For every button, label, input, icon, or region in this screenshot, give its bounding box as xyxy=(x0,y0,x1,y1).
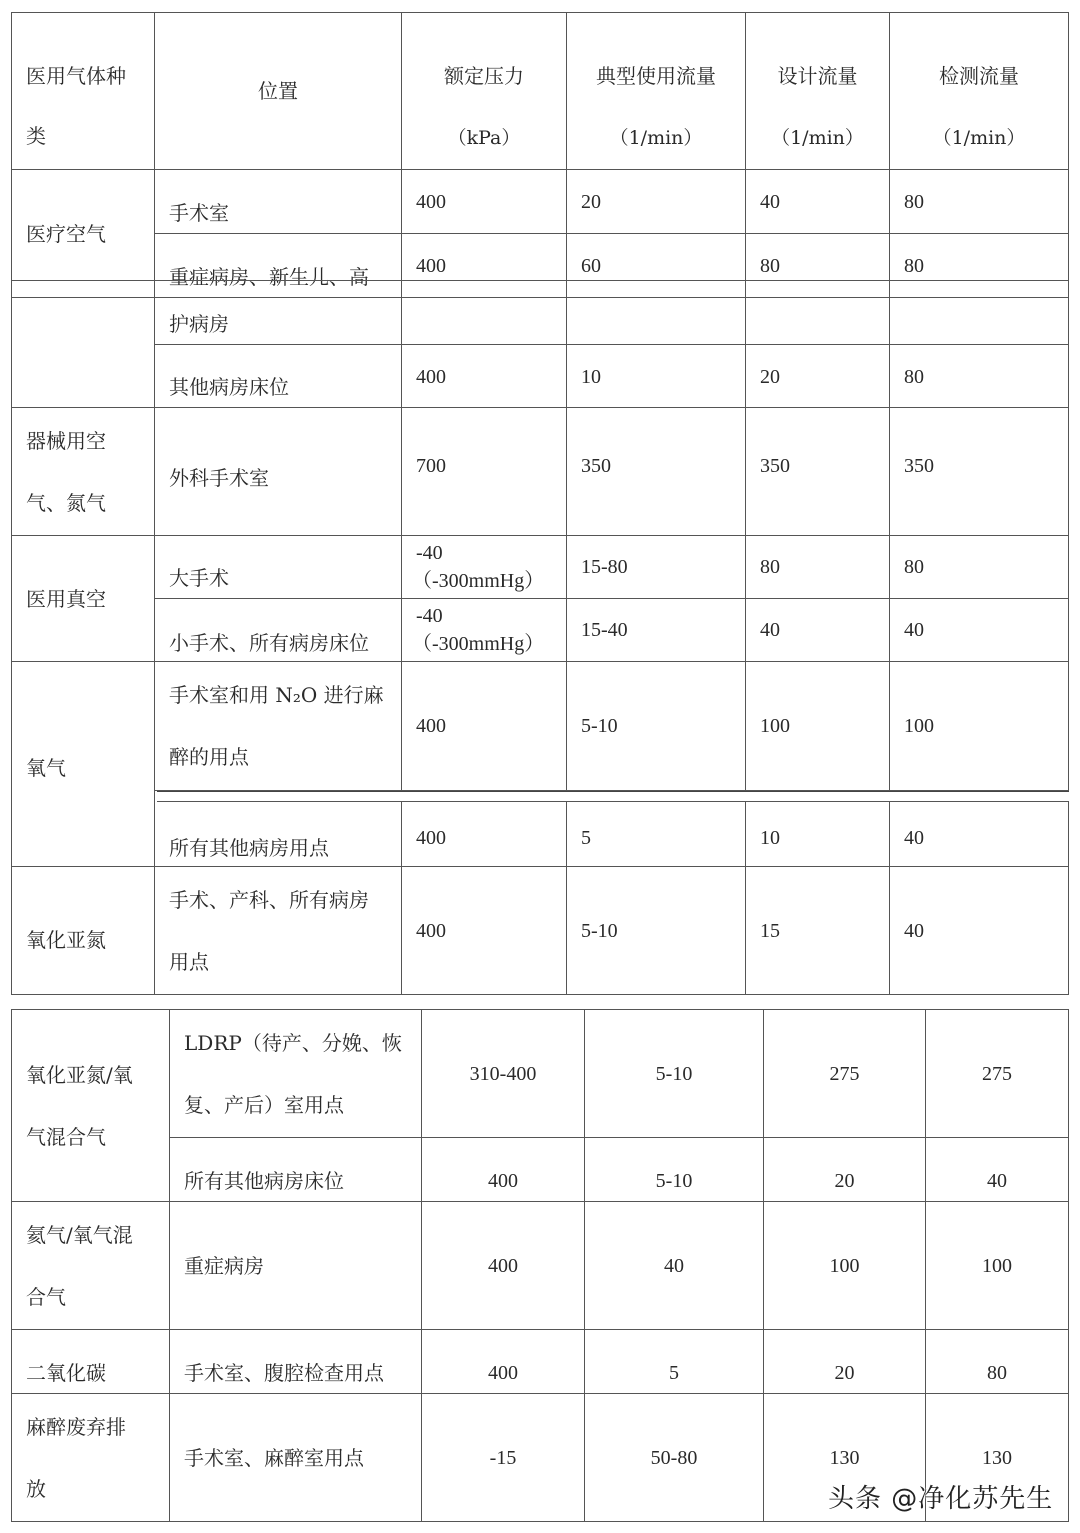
test-flow-cell xyxy=(890,662,1069,791)
design-flow-cell xyxy=(746,408,890,536)
location-label: 重症病房 xyxy=(184,1253,264,1278)
page-break-gap-left xyxy=(0,792,10,802)
typical-flow-cell xyxy=(567,170,746,234)
test-flow-value: 130 xyxy=(982,1446,1012,1469)
test-flow-cell xyxy=(926,1330,1069,1394)
design-flow-value: 40 xyxy=(760,191,780,213)
design-flow-value: 100 xyxy=(829,1254,860,1277)
gas-nitrous-oxide xyxy=(12,867,155,995)
gas-label-line1: 麻醉废弃排 xyxy=(26,1414,126,1439)
test-flow-value: 100 xyxy=(904,715,934,737)
typical-flow-value: 350 xyxy=(581,454,611,477)
location-label: 大手术 xyxy=(169,566,229,590)
header-test-flow xyxy=(890,13,1069,170)
table-row xyxy=(12,281,1069,345)
test-flow-value: 40 xyxy=(904,919,924,942)
pressure-value: 400 xyxy=(416,919,446,942)
location-cell xyxy=(155,536,402,599)
test-flow-value: 100 xyxy=(982,1254,1012,1277)
test-flow-cell xyxy=(926,1010,1069,1138)
pressure-cell xyxy=(402,345,567,408)
gas-instrument-air xyxy=(12,408,155,536)
gas-label-line2: 气混合气 xyxy=(26,1124,106,1149)
header-rated-pressure xyxy=(402,13,567,170)
location-label: 小手术、所有病房床位 xyxy=(169,631,369,655)
design-flow-cell xyxy=(764,1138,926,1202)
design-flow-cell xyxy=(746,662,890,791)
test-flow-value: 80 xyxy=(987,1362,1007,1384)
pressure-cell xyxy=(402,867,567,995)
gas-label: 医用真空 xyxy=(26,586,106,611)
pressure-cell xyxy=(402,170,567,234)
header-design-flow-unit: （1/min） xyxy=(771,127,864,149)
design-flow-cell xyxy=(746,345,890,408)
location-label: 护病房 xyxy=(169,312,229,336)
typical-flow-value: 5 xyxy=(669,1362,679,1384)
design-flow-value: 15 xyxy=(760,919,780,942)
pressure-value: 700 xyxy=(416,454,446,477)
location-cell xyxy=(155,170,402,234)
location-cell xyxy=(155,662,402,791)
gas-label-line1: 氧化亚氮/氧 xyxy=(26,1062,133,1087)
location-cell xyxy=(170,1330,422,1394)
test-flow-cell xyxy=(890,408,1069,536)
table-row xyxy=(12,662,1069,791)
test-flow-value: 350 xyxy=(904,454,934,477)
test-flow-value: 80 xyxy=(904,556,924,578)
gas-oxygen xyxy=(12,662,155,867)
typical-flow-cell xyxy=(585,1330,764,1394)
gas-label-line1: 氦气/氧气混 xyxy=(26,1222,133,1247)
design-flow-value: 20 xyxy=(834,1362,855,1384)
pressure-value: 400 xyxy=(416,827,446,849)
design-flow-value: 10 xyxy=(760,827,780,849)
typical-flow-value: 5 xyxy=(581,827,591,849)
typical-flow-cell xyxy=(567,599,746,662)
typical-flow-cell xyxy=(585,1010,764,1138)
pressure-value: 400 xyxy=(488,1362,518,1384)
location-label-line1: 手术室和用 N₂O 进行麻 xyxy=(169,683,384,707)
typical-flow-value: 20 xyxy=(581,191,601,213)
gas-label: 氧气 xyxy=(26,756,66,780)
typical-flow-cell xyxy=(585,1202,764,1330)
gas-medical-air xyxy=(12,170,155,298)
typical-flow-cell xyxy=(567,345,746,408)
typical-flow-cell xyxy=(585,1138,764,1202)
typical-flow-value: 5-10 xyxy=(581,919,618,942)
pressure-cell xyxy=(402,536,567,599)
location-label: 其他病房床位 xyxy=(169,375,289,399)
design-flow-value: 100 xyxy=(760,715,790,737)
header-typical-flow xyxy=(567,13,746,170)
gas-table-part3 xyxy=(11,1009,1069,1522)
gas-table-part1 xyxy=(11,12,1069,298)
pressure-value: 400 xyxy=(488,1254,518,1277)
design-flow-value: 350 xyxy=(760,454,790,477)
test-flow-cell xyxy=(890,345,1069,408)
design-flow-value: 20 xyxy=(760,366,780,388)
location-label: 所有其他病房用点 xyxy=(169,836,329,860)
typical-flow-value: 60 xyxy=(581,255,601,277)
location-cell xyxy=(155,281,402,345)
pressure-mmhg: （-300mmHg） xyxy=(412,633,545,655)
location-cell xyxy=(170,1010,422,1138)
gas-n2o-o2-mix xyxy=(12,1010,170,1202)
test-flow-cell xyxy=(890,599,1069,662)
gas-label: 医疗空气 xyxy=(26,221,106,246)
design-flow-cell xyxy=(746,170,890,234)
typical-flow-value: 50-80 xyxy=(650,1446,698,1469)
typical-flow-cell xyxy=(567,662,746,791)
location-label: 手术室、麻醉室用点 xyxy=(184,1445,364,1470)
gas-anesthetic-waste xyxy=(12,1394,170,1522)
table-row xyxy=(12,1010,1069,1138)
gas-label-line2: 放 xyxy=(26,1476,46,1501)
design-flow-value: 130 xyxy=(829,1446,860,1469)
typical-flow-cell xyxy=(567,408,746,536)
test-flow-cell xyxy=(890,281,1069,345)
test-flow-cell xyxy=(926,1138,1069,1202)
header-location xyxy=(155,13,402,170)
typical-flow-cell xyxy=(567,281,746,345)
table-row xyxy=(12,345,1069,408)
design-flow-cell xyxy=(746,281,890,345)
header-typical-flow-unit: （1/min） xyxy=(609,127,703,149)
gas-label: 氧化亚氮 xyxy=(26,927,106,952)
design-flow-value: 20 xyxy=(834,1170,855,1192)
table-row xyxy=(12,170,1069,234)
table-row xyxy=(12,536,1069,599)
design-flow-value: 80 xyxy=(760,255,780,277)
typical-flow-value: 15-40 xyxy=(581,619,628,641)
header-design-flow-label: 设计流量 xyxy=(777,64,858,88)
header-gas-type-line1: 医用气体种 xyxy=(26,64,126,88)
pressure-value: -15 xyxy=(489,1446,517,1469)
header-rated-pressure-unit: （kPa） xyxy=(447,127,521,149)
location-cell xyxy=(155,408,402,536)
watermark: 头条 @净化苏先生 xyxy=(828,1484,1054,1514)
gas-table-part2 xyxy=(11,280,1069,995)
pressure-value: -40 xyxy=(416,542,443,564)
test-flow-value: 40 xyxy=(904,619,924,641)
design-flow-cell xyxy=(764,1202,926,1330)
pressure-value: 400 xyxy=(416,366,446,388)
design-flow-cell xyxy=(746,536,890,599)
design-flow-value: 275 xyxy=(829,1062,860,1085)
pressure-cell xyxy=(402,662,567,791)
pressure-cell xyxy=(402,408,567,536)
header-typical-flow-label: 典型使用流量 xyxy=(596,64,716,88)
design-flow-cell xyxy=(746,867,890,995)
pressure-value: 400 xyxy=(416,255,446,277)
header-test-flow-label: 检测流量 xyxy=(939,64,1019,88)
design-flow-cell xyxy=(764,1010,926,1138)
location-label: 外科手术室 xyxy=(169,465,269,490)
test-flow-cell xyxy=(890,536,1069,599)
gas-label-line2: 合气 xyxy=(26,1284,66,1309)
table-row xyxy=(12,867,1069,995)
header-gas-type-line2: 类 xyxy=(26,124,46,148)
location-cell xyxy=(155,599,402,662)
header-rated-pressure-label: 额定压力 xyxy=(444,64,524,88)
test-flow-cell xyxy=(890,867,1069,995)
location-cell xyxy=(155,867,402,995)
table-row xyxy=(12,1138,1069,1202)
header-row xyxy=(12,13,1069,170)
typical-flow-cell xyxy=(567,536,746,599)
pressure-cell xyxy=(422,1202,585,1330)
table-row xyxy=(12,408,1069,536)
design-flow-value: 80 xyxy=(760,556,780,578)
typical-flow-value: 5-10 xyxy=(581,715,618,737)
location-label: 重症病房、新生儿、高 xyxy=(169,265,369,289)
location-label-line2: 复、产后）室用点 xyxy=(184,1092,344,1117)
pressure-value: -40 xyxy=(416,605,443,627)
pressure-value: 400 xyxy=(416,715,446,737)
pressure-mmhg: （-300mmHg） xyxy=(412,570,545,592)
gas-medical-vacuum xyxy=(12,536,155,662)
typical-flow-value: 10 xyxy=(581,366,601,388)
pressure-cell xyxy=(422,1138,585,1202)
gas-label-line1: 器械用空 xyxy=(26,428,106,453)
location-label: 手术室、腹腔检查用点 xyxy=(184,1361,384,1385)
test-flow-value: 40 xyxy=(987,1170,1007,1192)
page-break-gap xyxy=(157,791,1069,802)
table-row xyxy=(12,1330,1069,1394)
location-label-line1: LDRP（待产、分娩、恢 xyxy=(184,1030,402,1055)
pressure-value: 400 xyxy=(488,1170,518,1192)
pressure-cell xyxy=(422,1394,585,1522)
pressure-cell xyxy=(402,599,567,662)
typical-flow-value: 40 xyxy=(664,1254,684,1277)
location-label-line2: 醉的用点 xyxy=(169,745,249,769)
typical-flow-value: 5-10 xyxy=(655,1170,693,1192)
header-test-flow-unit: （1/min） xyxy=(932,127,1026,149)
test-flow-value: 275 xyxy=(982,1062,1012,1085)
test-flow-cell xyxy=(890,170,1069,234)
pressure-cell xyxy=(402,281,567,345)
gas-medical-air-cont xyxy=(12,281,155,408)
test-flow-cell xyxy=(926,1202,1069,1330)
pressure-value: 400 xyxy=(416,191,446,213)
location-label: 手术室 xyxy=(169,201,229,225)
design-flow-cell xyxy=(746,599,890,662)
typical-flow-value: 5-10 xyxy=(655,1062,693,1085)
header-gas-type xyxy=(12,13,155,170)
test-flow-value: 80 xyxy=(904,255,924,277)
typical-flow-value: 15-80 xyxy=(581,556,628,578)
location-cell xyxy=(170,1138,422,1202)
gas-label-line2: 气、氮气 xyxy=(26,490,106,515)
location-cell xyxy=(170,1394,422,1522)
test-flow-value: 80 xyxy=(904,191,924,213)
header-location-label: 位置 xyxy=(258,79,298,103)
location-label: 所有其他病房床位 xyxy=(184,1169,344,1193)
location-cell xyxy=(170,1202,422,1330)
pressure-cell xyxy=(422,1330,585,1394)
location-label-line2: 用点 xyxy=(169,949,209,974)
typical-flow-cell xyxy=(567,867,746,995)
design-flow-cell xyxy=(764,1330,926,1394)
design-flow-value: 40 xyxy=(760,619,780,641)
gas-he-o2-mix xyxy=(12,1202,170,1330)
test-flow-value: 80 xyxy=(904,366,924,388)
location-label-line1: 手术、产科、所有病房 xyxy=(169,887,369,912)
pressure-value: 310-400 xyxy=(469,1062,537,1085)
gas-label: 二氧化碳 xyxy=(26,1361,106,1385)
header-design-flow xyxy=(746,13,890,170)
table-row xyxy=(12,599,1069,662)
location-cell xyxy=(155,345,402,408)
gas-co2 xyxy=(12,1330,170,1394)
typical-flow-cell xyxy=(585,1394,764,1522)
table-row xyxy=(12,1202,1069,1330)
pressure-cell xyxy=(422,1010,585,1138)
test-flow-value: 40 xyxy=(904,827,924,849)
